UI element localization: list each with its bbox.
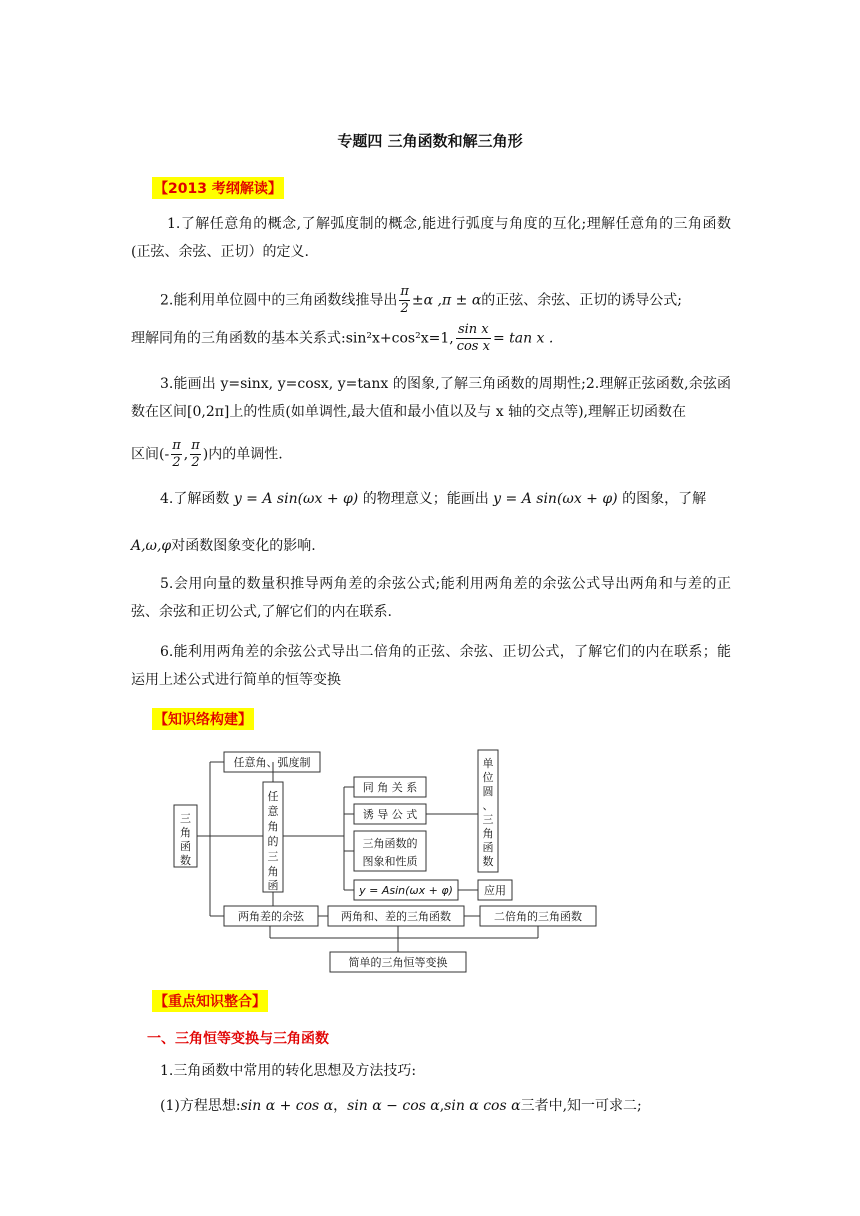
sin-over-cos-fraction: $\frac{\text{sin x}}{\text{cos x}}$ [456, 322, 490, 354]
page-title: 专题四 三角函数和解三角形 [337, 132, 523, 150]
trig-any-c7: 函 [267, 879, 279, 892]
p3-text-c: )内的单调性. [202, 446, 283, 463]
structure-tag: 【知识络构建】 [152, 708, 254, 730]
paragraph-5: 5.会用向量的数量积推导两角差的余弦公式;能利用两角差的余弦公式导出两角和与差的正弦、余弦和正切公式,了解它们的内在联系. [131, 576, 731, 620]
p4-formula-2: y = A sin(ωx + φ) [493, 491, 618, 507]
syllabus-tag: 【2013 考纲解读】 [152, 177, 284, 199]
root-char-2: 角 [180, 826, 191, 839]
p2-text-d: 理解同角的三角函数的基本关系式:sin²x+cos²x=1, [131, 330, 454, 347]
induction-label: 诱 导 公 式 [362, 808, 418, 821]
p2-text-b: ±α ,π ± α [411, 292, 482, 309]
unit-c3: 圆 [482, 785, 494, 798]
neg-pi-over-2-fraction: $\frac{\pi}{2}$ [172, 438, 181, 470]
section-1-heading: 一、三角恒等变换与三角函数 [147, 1031, 329, 1047]
pi-over-2-fraction: $\frac{\pi}{2}$ [400, 284, 409, 316]
trig-any-c2: 意 [267, 805, 279, 818]
unit-c4: 、 [482, 799, 494, 812]
trig-any-c5: 三 [267, 850, 279, 863]
item-2-sep1: ， [333, 1098, 348, 1114]
p2-text-c: 的正弦、余弦、正切的诱导公式; [481, 292, 682, 309]
formula-label: y = Asin(ωx + φ) [359, 884, 453, 897]
trig-any-c4: 的 [267, 835, 279, 848]
p4-text-e: 对函数图象变化的影响. [171, 538, 316, 554]
root-char-4: 数 [180, 854, 191, 867]
unit-c2: 位 [482, 771, 494, 784]
item-2-text-b: 三者中,知一可求二; [520, 1098, 642, 1114]
p4-text-a: 4.了解函数 [160, 491, 230, 507]
pi-over-2-fraction-b: $\frac{\pi}{2}$ [191, 438, 200, 470]
unit-c7: 函 [482, 841, 494, 854]
p4-text-c: 的图象，了解 [622, 491, 707, 507]
paragraph-6: 6.能利用两角差的余弦公式导出二倍角的正弦、余弦、正切公式，了解它们的内在联系；能运用上述公式进行简单的恒等变换 [131, 644, 731, 688]
item-2-formula-2: sin α − cos α [347, 1098, 440, 1114]
graph-props-label-2: 图象和性质 [362, 855, 418, 868]
graph-props-label-1: 三角函数的 [362, 837, 418, 850]
double-label: 二倍角的三角函数 [494, 910, 582, 923]
p2-text-a: 2.能利用单位圆中的三角函数线推导出 [160, 292, 398, 309]
p4-text-b: 的物理意义；能画出 [362, 491, 489, 507]
unit-c5: 三 [482, 813, 494, 826]
p2-text-e: = tan x . [492, 330, 554, 347]
p3-text-b: 区间(- [131, 446, 170, 463]
p4-symbols: A,ω,φ [131, 538, 172, 554]
item-2-formula-1: sin α + cos α [240, 1098, 334, 1114]
p4-formula-1: y = A sin(ωx + φ) [233, 491, 359, 507]
item-2 [160, 1095, 642, 1115]
unit-c6: 角 [482, 827, 494, 840]
item-2-text-a: (1)方程思想: [160, 1098, 241, 1114]
root-char-1: 三 [180, 812, 191, 825]
item-1: 1.三角函数中常用的转化思想及方法技巧: [160, 1063, 417, 1079]
p3-sep: , [183, 446, 189, 463]
item-2-formula-3: sin α cos α [444, 1098, 521, 1114]
trig-any-c1: 任 [267, 790, 279, 803]
trig-any-c6: 角 [267, 865, 279, 878]
item-2-sep2: , [439, 1098, 445, 1114]
diff-cos-label: 两角差的余弦 [238, 910, 304, 923]
simple-label: 简单的三角恒等变换 [348, 956, 448, 969]
sum-diff-label: 两角和、差的三角函数 [341, 910, 451, 923]
paragraph-1: 1.了解任意角的概念,了解弧度制的概念,能进行弧度与角度的互化;理解任意角的三角函数(正弦、余弦、正切）的定义. [131, 216, 731, 260]
key-knowledge-tag: 【重点知识整合】 [152, 990, 268, 1012]
unit-c1: 单 [482, 757, 494, 770]
any-angle-label: 任意角、弧度制 [233, 756, 311, 769]
unit-c8: 数 [482, 855, 494, 868]
root-char-3: 函 [180, 840, 191, 853]
trig-any-c3: 角 [267, 820, 279, 833]
same-angle-label: 同 角 关 系 [362, 781, 418, 794]
apply-label: 应用 [484, 884, 506, 897]
paragraph-3: 3.能画出 y=sinx, y=cosx, y=tanx 的图象,了解三角函数的周期性;2.理解正弦函数,余弦函数在区间[0,2π]上的性质(如单调性,最大值和最小值以及与 x 轴的交点等),理解正切函数在 [131, 376, 731, 420]
